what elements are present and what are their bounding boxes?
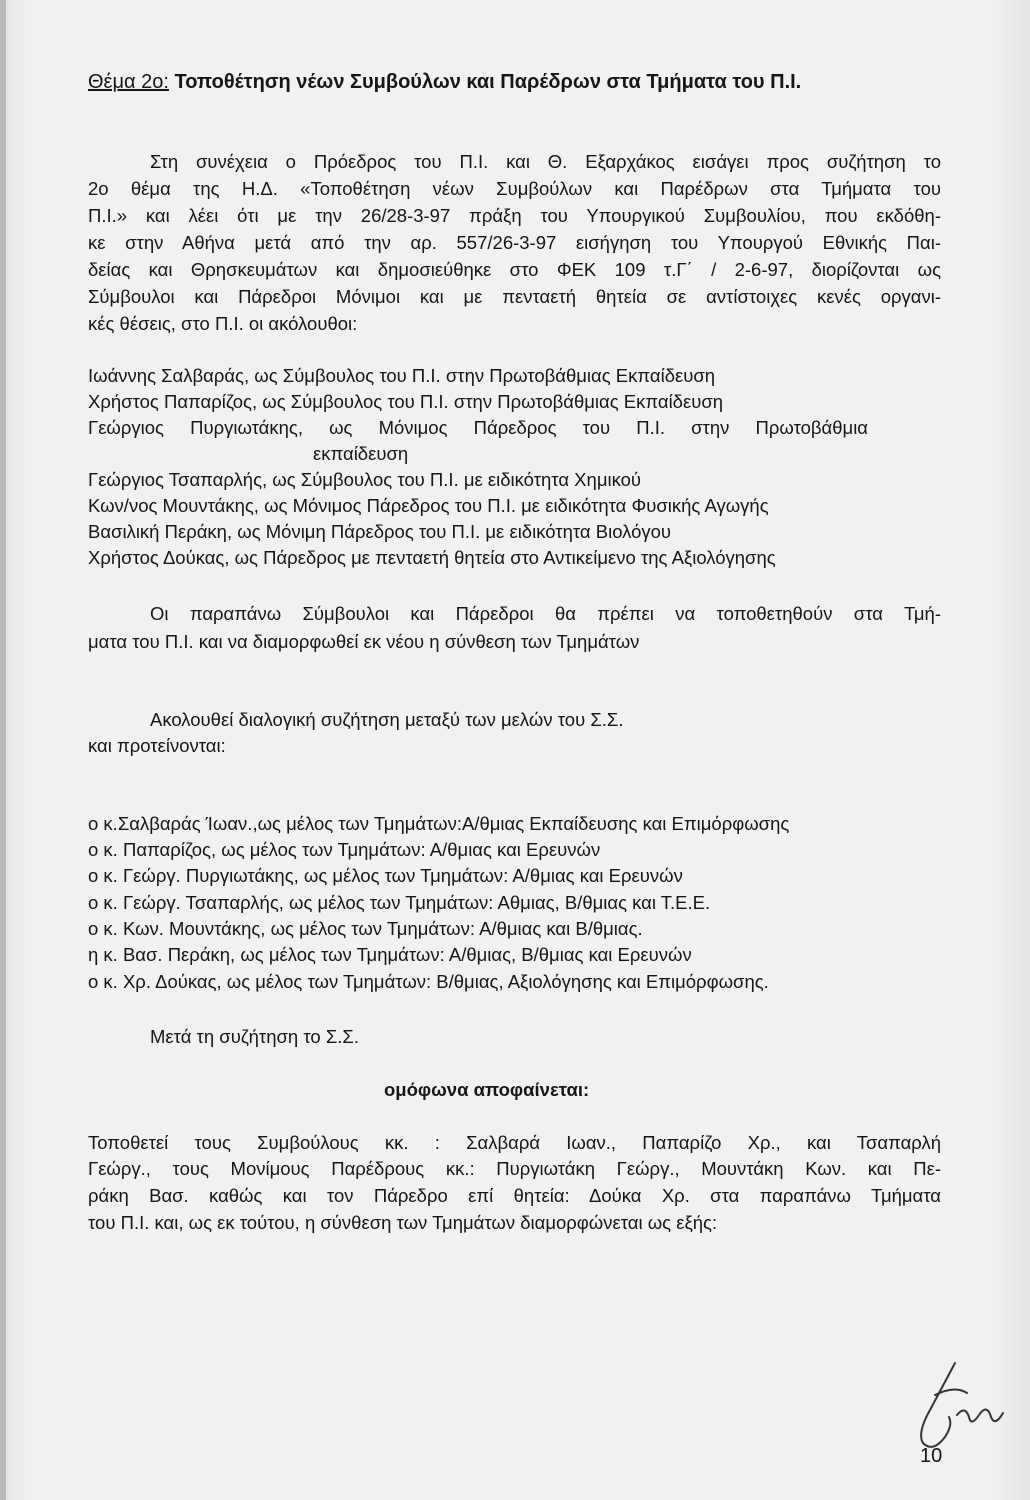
decision-heading: ομόφωνα αποφαίνεται: xyxy=(384,1079,590,1100)
appointee-line: εκπαίδευση xyxy=(313,443,409,464)
page-number: 10 xyxy=(920,1445,943,1467)
discussion-line: και προτείνονται: xyxy=(88,735,226,756)
page-edge-shadow xyxy=(0,0,6,1500)
decision-line: Τοποθετεί τους Συμβούλους κκ. : Σαλβαρά Ιωαν., Παπαρίζο Χρ., και Τσαπαρλή xyxy=(88,1132,941,1153)
decision-line: Γεώργ., τους Μονίμους Παρέδρους κκ.: Πυργιωτάκη Γεώργ., Μουντάκη Κων. και Πε- xyxy=(88,1158,941,1179)
appointee-line: Χρήστος Παπαρίζος, ως Σύμβουλος του Π.Ι. στην Πρωτοβάθμιας Εκπαίδευση xyxy=(88,391,724,412)
intro-line: 2ο θέμα της Η.Δ. «Τοποθέτηση νέων Συμβούλων και Παρέδρων στα Τμήματα του xyxy=(88,178,941,199)
intro-line: Στη συνέχεια ο Πρόεδρος του Π.Ι. και Θ. Εξαρχάκος εισάγει προς συζήτηση το xyxy=(150,151,941,172)
intro-line: δείας και Θρησκευμάτων και δημοσιεύθηκε στο ΦΕΚ 109 τ.Γ΄ / 2-6-97, διορίζονται ως xyxy=(88,259,941,280)
intro-line: κε στην Αθήνα μετά από την αρ. 557/26-3-97 εισήγηση του Υπουργού Εθνικής Παι- xyxy=(88,232,941,253)
signature-mark xyxy=(895,1355,1010,1465)
proposal-line: ο κ.Σαλβαράς Ίωαν.,ως μέλος των Τμημάτων:Α/θμιας Εκπαίδευσης και Επιμόρφωσης xyxy=(88,813,790,834)
placement-line: ματα του Π.Ι. και να διαμορφωθεί εκ νέου η σύνθεση των Τμημάτων xyxy=(88,631,640,652)
topic-text: Τοποθέτηση νέων Συμβούλων και Παρέδρων στα Τμήματα του Π.Ι. xyxy=(168,71,802,93)
discussion-line: Ακολουθεί διαλογική συζήτηση μεταξύ των μελών του Σ.Σ. xyxy=(150,709,624,730)
appointee-line: Ιωάννης Σαλβαράς, ως Σύμβουλος του Π.Ι. στην Πρωτοβάθμιας Εκπαίδευση xyxy=(88,365,716,386)
proposal-line: ο κ. Γεώργ. Πυργιωτάκης, ως μέλος των Τμημάτων: Α/θμιας και Ερευνών xyxy=(88,865,683,886)
intro-line: Π.Ι.» και λέει ότι με την 26/28-3-97 πράξη του Υπουργικού Συμβουλίου, που εκδόθη- xyxy=(88,205,941,226)
placement-line: Οι παραπάνω Σύμβουλοι και Πάρεδροι θα πρέπει να τοποθετηθούν στα Τμή- xyxy=(150,603,941,624)
proposal-line: ο κ. Κων. Μουντάκης, ως μέλος των Τμημάτων: Α/θμιας και Β/θμιας. xyxy=(88,918,643,939)
topic-number: Θέμα 2ο: xyxy=(88,71,169,93)
decision-line: του Π.Ι. και, ως εκ τούτου, η σύνθεση των Τμημάτων διαμορφώνεται ως εξής: xyxy=(88,1212,718,1233)
appointee-line: Γεώργιος Τσαπαρλής, ως Σύμβουλος του Π.Ι. με ειδικότητα Χημικού xyxy=(88,469,642,490)
intro-line: κές θέσεις, στο Π.Ι. οι ακόλουθοι: xyxy=(88,313,358,334)
intro-line: Σύμβουλοι και Πάρεδροι Μόνιμοι και με πενταετή θητεία σε αντίστοιχες κενές οργανι- xyxy=(88,286,941,307)
proposal-line: ο κ. Γεώργ. Τσαπαρλής, ως μέλος των Τμημάτων: Αθμιας, Β/θμιας και Τ.Ε.Ε. xyxy=(88,892,711,913)
topic-title xyxy=(88,70,801,94)
proposal-line: ο κ. Χρ. Δούκας, ως μέλος των Τμημάτων: Β/θμιας, Αξιολόγησης και Επιμόρφωσης. xyxy=(88,971,769,992)
appointee-line: Χρήστος Δούκας, ως Πάρεδρος με πενταετή θητεία στο Αντικείμενο της Αξιολόγησης xyxy=(88,547,776,568)
decision-line: ράκη Βασ. καθώς και τον Πάρεδρο επί θητεία: Δούκα Χρ. στα παραπάνω Τμήματα xyxy=(88,1185,941,1206)
proposal-line: η κ. Βασ. Περάκη, ως μέλος των Τμημάτων: Α/θμιας, Β/θμιας και Ερευνών xyxy=(88,944,692,965)
appointee-line: Βασιλική Περάκη, ως Μόνιμη Πάρεδρος του Π.Ι. με ειδικότητα Βιολόγου xyxy=(88,521,672,542)
proposal-line: ο κ. Παπαρίζος, ως μέλος των Τμημάτων: Α/θμιας και Ερευνών xyxy=(88,839,601,860)
after-discussion-line: Μετά τη συζήτηση το Σ.Σ. xyxy=(150,1026,359,1047)
appointee-line: Κων/νος Μουντάκης, ως Μόνιμος Πάρεδρος του Π.Ι. με ειδικότητα Φυσικής Αγωγής xyxy=(88,495,769,516)
appointee-line: Γεώργιος Πυργιωτάκης, ως Μόνιμος Πάρεδρος του Π.Ι. στην Πρωτοβάθμια xyxy=(88,417,868,438)
